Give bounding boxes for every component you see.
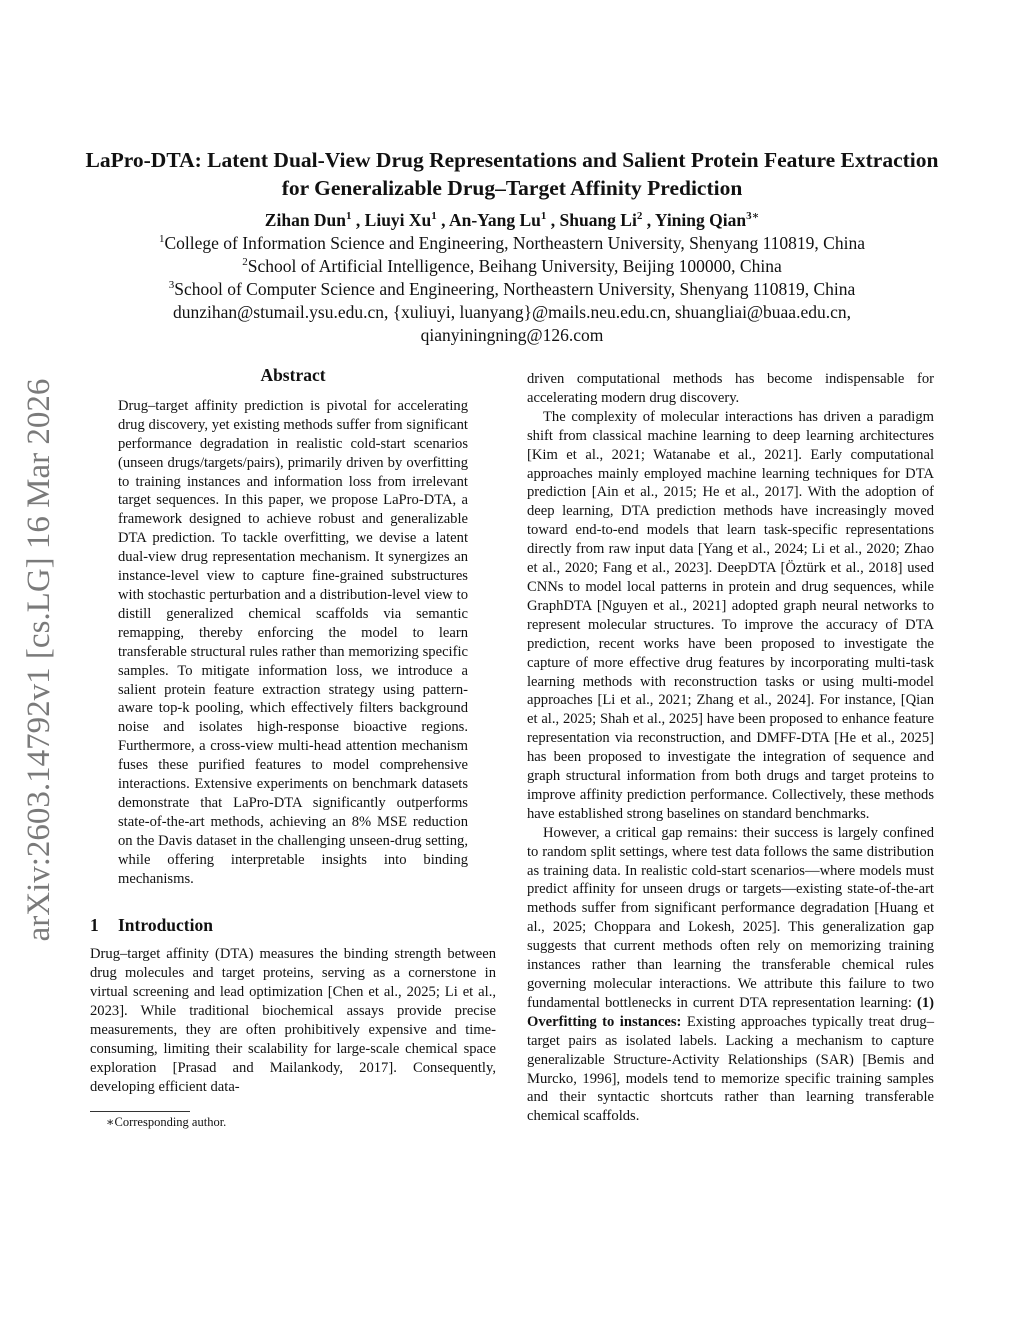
author-list: Zihan Dun$^1$ , Liuyi Xu$^1$ , An-Yang Lu$^1$ , Shuang Li$^2$ , Yining Qian$^{3∗}$ — [264, 210, 760, 230]
author: An-Yang Lu$^1$ — [448, 210, 547, 230]
footnote: ∗Corresponding author. — [106, 1114, 227, 1129]
author-emails: dunzihan@stumail.ysu.edu.cn, {xuliuyi, luanyang}@mails.neu.edu.cn, shuangliai@buaa.edu.cn, — [173, 302, 851, 322]
arxiv-identifier: arXiv:2603.14792v1 [cs.LG] 16 Mar 2026 — [21, 378, 57, 942]
affiliation: $^2$School of Artificial Intelligence, Beihang University, Beijing 100000, China — [242, 256, 782, 276]
author-emails-continued: qianyiningning@126.com — [420, 325, 604, 345]
bold-phrase: (1) Overfitting to instances: — [527, 994, 934, 1030]
author: Shuang Li$^2$ — [559, 210, 643, 230]
author: Zihan Dun$^1$ — [264, 210, 352, 230]
body-paragraph: driven computational methods has become indispensable for accelerating modern drug discovery. — [527, 371, 934, 406]
section-heading: 1 Introduction — [90, 915, 213, 936]
author: Yining Qian$^{3∗}$ — [654, 210, 760, 230]
affiliation: $^3$School of Computer Science and Engineering, Northeastern University, Shenyang 110819, China — [168, 279, 856, 299]
left-column — [90, 366, 496, 1130]
abstract-heading: Abstract — [260, 365, 326, 385]
affiliation: $^1$College of Information Science and Engineering, Northeastern University, Shenyang 110819, China — [159, 233, 865, 253]
intro-paragraph: Drug–target affinity (DTA) measures the binding strength between drug molecules and target proteins, serving as a cornerstone in virtual screening and lead optimization [Chen et al., 2025; Li et al., 2023]. While traditional biochemical assays provide precise measurements, they are often prohibitively expensive and time-consuming, limiting their scalability for large-scale chemical space exploration [Prasad and Mailankody, 2017]. Consequently, developing efficient data- — [90, 946, 496, 1095]
body-paragraph: However, a critical gap remains: their success is largely confined to random split settings, where test data follows the same distribution as training data. In realistic cold-start scenarios—where models must predict affinity for unseen drugs or targets—existing state-of-the-art methods suffer from significant performance degradation [Huang et al., 2025; Choppara and Lokesh, 2025]. This generalization gap suggests that current methods often rely on memorizing training instances rather than learning the transferable chemical rules governing molecular interactions. We attribute this failure to two fundamental bottlenecks in current DTA representation learning: (1) Overfitting to instances: Existing approaches typically treat drug–target pairs as isolated labels. Lacking a mechanism to capture generalizable Structure-Activity Relationships (SAR) [Bemis and Murcko, 1996], models tend to memorize specific training samples and their syntactic shortcuts rather than learning transferable chemical scaffolds. — [527, 824, 935, 1125]
footnote-rule — [90, 1111, 190, 1112]
author: Liuyi Xu$^1$ — [364, 210, 437, 230]
title-block — [80, 146, 944, 347]
paper-title: LaPro-DTA: Latent Dual-View Drug Representations and Salient Protein Feature Extraction for Generalizable Drug–Target Affinity Prediction — [85, 148, 939, 200]
right-column — [527, 370, 934, 1126]
body-paragraph: The complexity of molecular interactions has driven a paradigm shift from classical machine learning to deep learning architectures [Kim et al., 2021; Watanabe et al., 2021]. Early computational approaches mainly employed machine learning techniques for DTA prediction [Ain et al., 2015; He et al., 2017]. With the adoption of deep learning, DTA prediction methods have increasingly moved toward end-to-end models that learn task-specific representations directly from raw input data [Yang et al., 2024; Li et al., 2020; Zhao et al., 2020; Fang et al., 2023]. DeepDTA [Öztürk et al., 2018] used CNNs to model local patterns in protein and drug sequences, while GraphDTA [Nguyen et al., 2021] adopted graph neural networks to represent molecular structures. To improve the accuracy of DTA prediction, recent works have been proposed to investigate the capture of more effective drug features by incorporating multi-task learning methods with reconstruction tasks or using multi-model approaches [Li et al., 2021; Zhang et al., 2024]. For instance, [Qian et al., 2025; Shah et al., 2025] have been proposed to enhance feature representation via reconstruction, and DMFF-DTA [He et al., 2025] has been proposed to investigate the integration of sequence and graph structural information from both drugs and target proteins to improve affinity prediction performance. Collectively, these methods have established strong baselines on standard benchmarks. — [527, 408, 934, 822]
abstract-text: Drug–target affinity prediction is pivotal for accelerating drug discovery, yet existing methods suffer from significant performance degradation in realistic cold-start scenarios (unseen drugs/targets/pairs), primarily driven by overfitting to training instances and information loss from irrelevant target sequences. In this paper, we propose LaPro-DTA, a framework designed to achieve robust and generalizable DTA prediction. To tackle overfitting, we devise a latent dual-view drug representation mechanism. It synergizes an instance-level view to capture fine-grained substructures with stochastic perturbation and a distribution-level view to distill generalized chemical scaffolds via semantic remapping, thereby enforcing the model to learn transferable structural rules rather than memorizing specific samples. To mitigate information loss, we introduce a salient protein feature extraction strategy using pattern-aware top-k pooling, which effectively filters background noise and isolates high-response bioactive regions. Furthermore, a cross-view multi-head attention mechanism fuses these purified features to model comprehensive interactions. Extensive experiments on benchmark datasets demonstrate that LaPro-DTA significantly outperforms state-of-the-art methods, achieving an 8% MSE reduction on the Davis dataset in the challenging unseen-drug setting, while offering interpretable insights into binding mechanisms. — [118, 397, 468, 887]
